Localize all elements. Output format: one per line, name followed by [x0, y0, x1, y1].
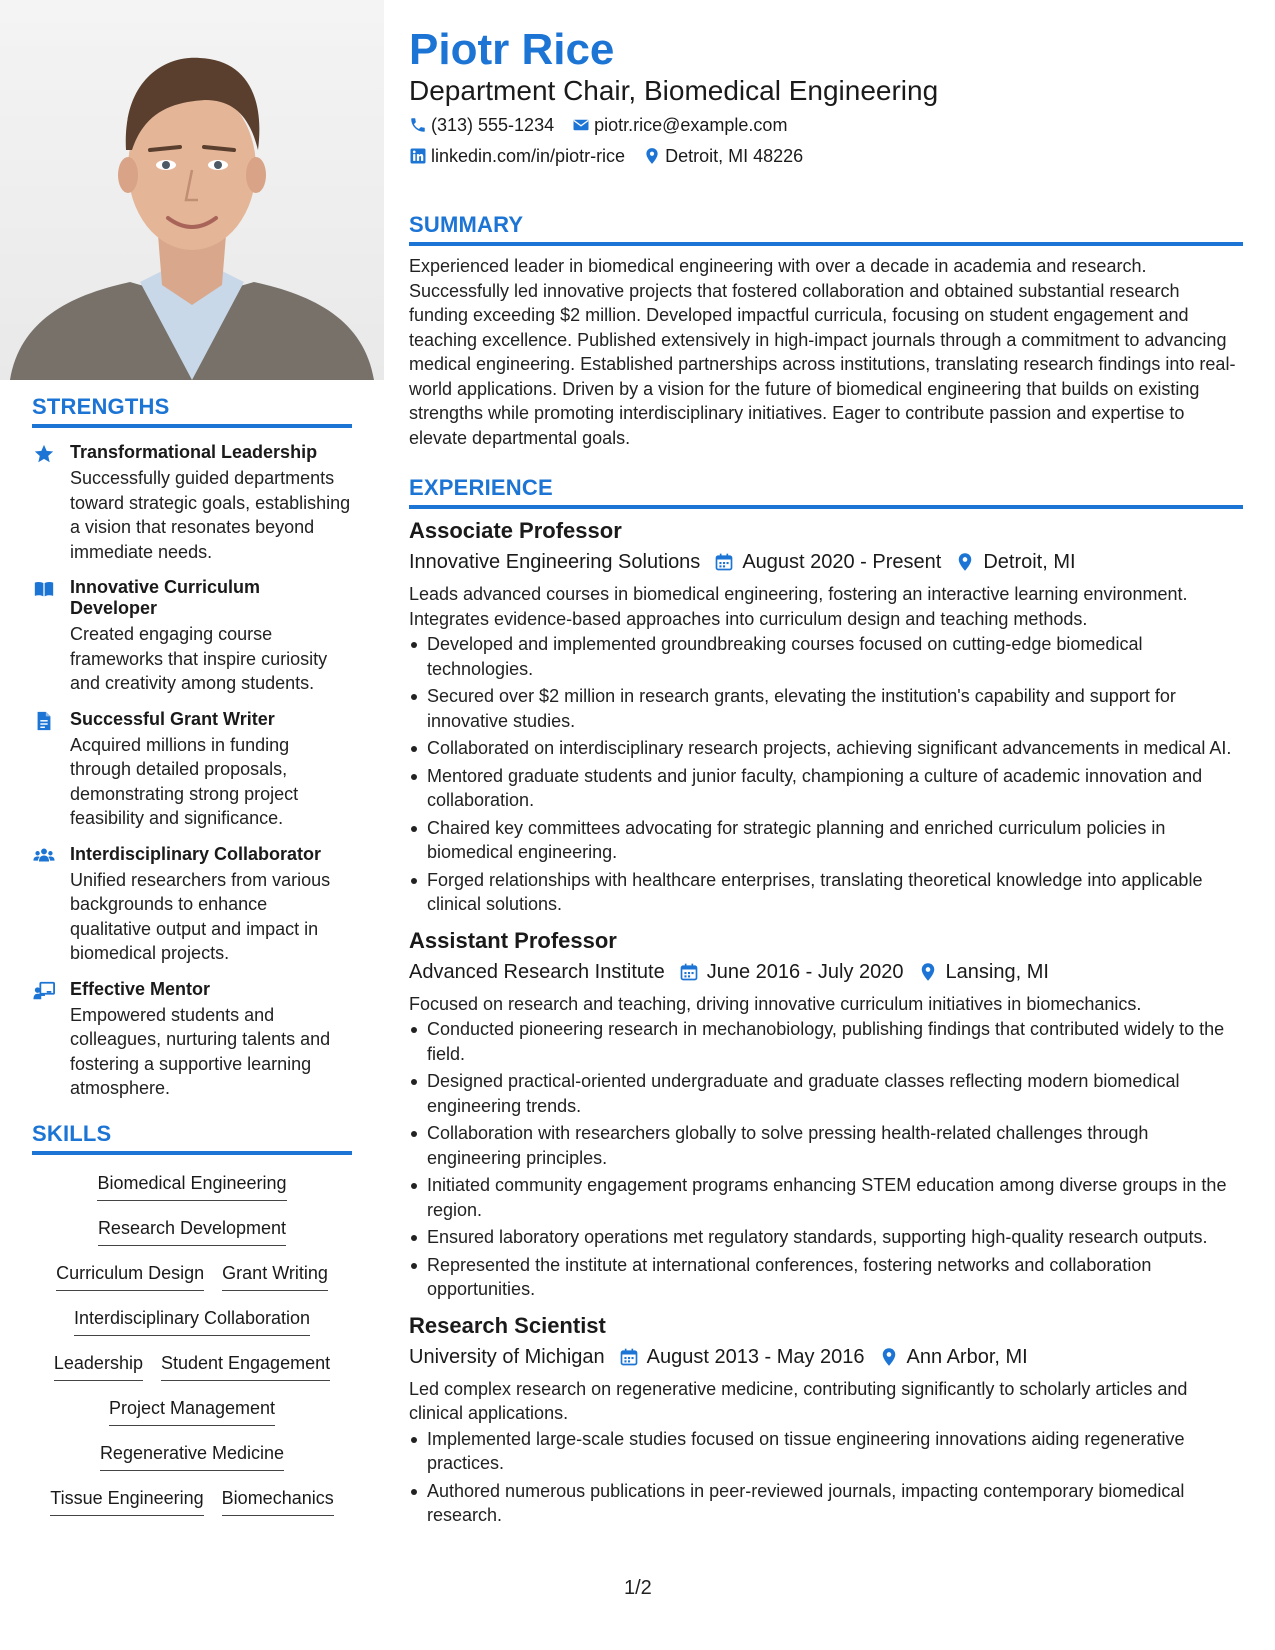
job-bullet: Forged relationships with healthcare enterprises, translating theoretical knowledge into applicable clinical solutions.	[409, 868, 1243, 917]
email-contact[interactable]	[572, 114, 787, 136]
experience-heading: EXPERIENCE	[409, 475, 553, 500]
job-bullet: Implemented large-scale studies focused on tissue engineering innovations aiding regenerative practices.	[409, 1427, 1243, 1476]
document-icon	[32, 710, 56, 732]
sidebar	[0, 0, 384, 1650]
skill-tag: Curriculum Design	[56, 1261, 204, 1291]
experience-divider	[409, 505, 1243, 509]
skills-heading: SKILLS	[32, 1121, 112, 1146]
job-bullet: Initiated community engagement programs enhancing STEM education among diverse groups in the region.	[409, 1173, 1243, 1222]
job-organization: University of Michigan	[409, 1345, 605, 1368]
strength-item	[32, 442, 352, 564]
map-pin-icon	[918, 962, 938, 982]
strength-title: Effective Mentor	[70, 978, 211, 999]
phone-icon	[409, 116, 427, 134]
strength-item	[32, 709, 352, 831]
job-title: Research Scientist	[409, 1312, 606, 1338]
job-bullet-list	[409, 1017, 1243, 1302]
skill-tag: Biomedical Engineering	[97, 1171, 286, 1201]
skill-row	[32, 1347, 352, 1392]
job-bullet: Secured over $2 million in research grants, elevating the institution's capability and support for innovative studies.	[409, 684, 1243, 733]
strengths-section	[32, 394, 352, 1101]
summary-divider	[409, 242, 1243, 246]
strength-description: Created engaging course frameworks that inspire curiosity and creativity among students.	[70, 624, 328, 693]
job-organization: Innovative Engineering Solutions	[409, 551, 701, 573]
job-bullet: Developed and implemented groundbreaking courses focused on cutting-edge biomedical technologies.	[409, 632, 1243, 681]
skills-section	[32, 1121, 352, 1527]
summary-section	[409, 212, 1243, 450]
skill-tag: Student Engagement	[161, 1351, 330, 1381]
calendar-icon	[619, 1347, 639, 1367]
job-entry	[409, 1312, 1243, 1528]
strength-item	[32, 844, 352, 966]
phone-contact[interactable]	[409, 114, 554, 136]
skill-tag: Biomechanics	[222, 1486, 334, 1516]
job-dates: August 2020 - Present	[742, 551, 942, 573]
teacher-icon	[32, 980, 56, 1002]
skill-tag: Regenerative Medicine	[100, 1441, 284, 1471]
experience-section	[409, 475, 1243, 1531]
calendar-icon	[714, 552, 734, 572]
skill-row	[32, 1302, 352, 1347]
star-icon	[32, 443, 56, 465]
job-bullet: Represented the institute at international conferences, fostering networks and collaboration opportunities.	[409, 1253, 1243, 1302]
linkedin-contact[interactable]	[409, 145, 625, 167]
book-icon	[32, 578, 56, 600]
strength-title: Interdisciplinary Collaborator	[70, 843, 322, 864]
map-pin-icon	[643, 147, 661, 165]
contact-row	[409, 145, 803, 167]
map-pin-icon	[955, 552, 975, 572]
skill-row	[32, 1482, 352, 1527]
phone-text: (313) 555-1234	[431, 115, 555, 135]
job-bullet: Authored numerous publications in peer-reviewed journals, impacting contemporary biomedical research.	[409, 1479, 1243, 1528]
candidate-role: Department Chair, Biomedical Engineering	[409, 75, 939, 106]
strength-item	[32, 979, 352, 1101]
skill-tag: Tissue Engineering	[50, 1486, 203, 1516]
strength-item	[32, 577, 352, 696]
job-location: Ann Arbor, MI	[906, 1345, 1028, 1368]
skill-tag: Research Development	[98, 1216, 286, 1246]
strength-title: Successful Grant Writer	[70, 708, 275, 729]
profile-photo	[0, 0, 384, 380]
job-title: Assistant Professor	[409, 927, 617, 953]
linkedin-icon	[409, 147, 427, 165]
job-location: Detroit, MI	[983, 551, 1076, 573]
skill-row	[32, 1437, 352, 1482]
job-organization: Advanced Research Institute	[409, 960, 665, 983]
job-bullet: Conducted pioneering research in mechanobiology, publishing findings that contributed widely to the field.	[409, 1017, 1243, 1066]
job-description: Focused on research and teaching, driving innovative curriculum initiatives in biomechanics.	[409, 993, 1142, 1014]
job-description: Led complex research on regenerative medicine, contributing significantly to scholarly articles and clinical applications.	[409, 1378, 1188, 1423]
linkedin-text: linkedin.com/in/piotr-rice	[431, 146, 626, 166]
skill-tag: Grant Writing	[222, 1261, 328, 1291]
strength-description: Unified researchers from various backgrounds to enhance qualitative output and impact in biomedical projects.	[70, 869, 331, 963]
strengths-heading: STRENGTHS	[32, 394, 170, 419]
skills-divider	[32, 1151, 352, 1155]
email-text: piotr.rice@example.com	[594, 115, 788, 135]
job-bullet: Mentored graduate students and junior faculty, championing a culture of academic innovation and collaboration.	[409, 764, 1243, 813]
strength-description: Empowered students and colleagues, nurturing talents and fostering a supportive learning atmosphere.	[70, 1004, 331, 1098]
skill-row	[32, 1257, 352, 1302]
job-entry	[409, 927, 1243, 1302]
job-meta	[409, 959, 1243, 985]
job-bullet: Designed practical-oriented undergraduate and graduate classes reflecting modern biomedical engineering trends.	[409, 1069, 1243, 1118]
location-contact	[643, 145, 803, 167]
skill-row	[32, 1392, 352, 1437]
skill-row	[32, 1212, 352, 1257]
skill-tag: Leadership	[54, 1351, 143, 1381]
location-text: Detroit, MI 48226	[665, 146, 804, 166]
job-location: Lansing, MI	[945, 960, 1049, 983]
job-dates: August 2013 - May 2016	[646, 1345, 865, 1368]
job-meta	[409, 549, 1243, 575]
job-bullet: Ensured laboratory operations met regulatory standards, supporting high-quality research outputs.	[409, 1225, 1243, 1250]
calendar-icon	[679, 962, 699, 982]
map-pin-icon	[879, 1347, 899, 1367]
job-bullet: Chaired key committees advocating for strategic planning and enriched curriculum policies in biomedical engineering.	[409, 816, 1243, 865]
strengths-divider	[32, 424, 352, 428]
strength-title: Transformational Leadership	[70, 442, 318, 462]
job-bullet-list	[409, 632, 1243, 917]
summary-text: Experienced leader in biomedical engineering with over a decade in academia and research. Successfully led innovative projects that fostered collaboration and obtained substantial research funding exceeding $2 million. Developed impactful curricula, focusing on student engagement and teaching excellence. Published extensively in high-impact journals through a commitment to advancing medical engineering. Established partnerships across institutions, translating research findings into real-world applications. Driven by a vision for the future of biomedical engineering that builds on existing strengths while promoting interdisciplinary initiatives. Eager to contribute passion and expertise to elevate departmental goals.	[409, 256, 1236, 448]
job-title: Associate Professor	[409, 518, 622, 543]
envelope-icon	[572, 116, 590, 134]
job-description: Leads advanced courses in biomedical engineering, fostering an interactive learning environment. Integrates evidence-based approaches into curriculum design and teaching methods.	[409, 584, 1188, 629]
job-bullet: Collaborated on interdisciplinary research projects, achieving significant advancements in medical AI.	[409, 736, 1243, 761]
job-bullet: Collaboration with researchers globally to solve pressing health-related challenges through engineering principles.	[409, 1121, 1243, 1170]
people-group-icon	[32, 845, 56, 867]
job-dates: June 2016 - July 2020	[706, 960, 904, 983]
contact-row	[409, 114, 787, 136]
page-number: 1/2	[624, 1577, 652, 1599]
job-bullet-list	[409, 1427, 1243, 1528]
skills-list	[32, 1167, 352, 1527]
strength-title: Innovative Curriculum Developer	[70, 577, 261, 618]
job-entry	[409, 517, 1243, 917]
strength-description: Successfully guided departments toward strategic goals, establishing a vision that resonates beyond immediate needs.	[70, 468, 351, 562]
strength-description: Acquired millions in funding through detailed proposals, demonstrating strong project feasibility and significance.	[70, 734, 299, 828]
summary-heading: SUMMARY	[409, 212, 524, 237]
skill-row	[32, 1167, 352, 1212]
skill-tag: Project Management	[109, 1396, 275, 1426]
job-meta	[409, 1344, 1243, 1370]
candidate-name: Piotr Rice	[409, 25, 615, 74]
skill-tag: Interdisciplinary Collaboration	[74, 1306, 310, 1336]
